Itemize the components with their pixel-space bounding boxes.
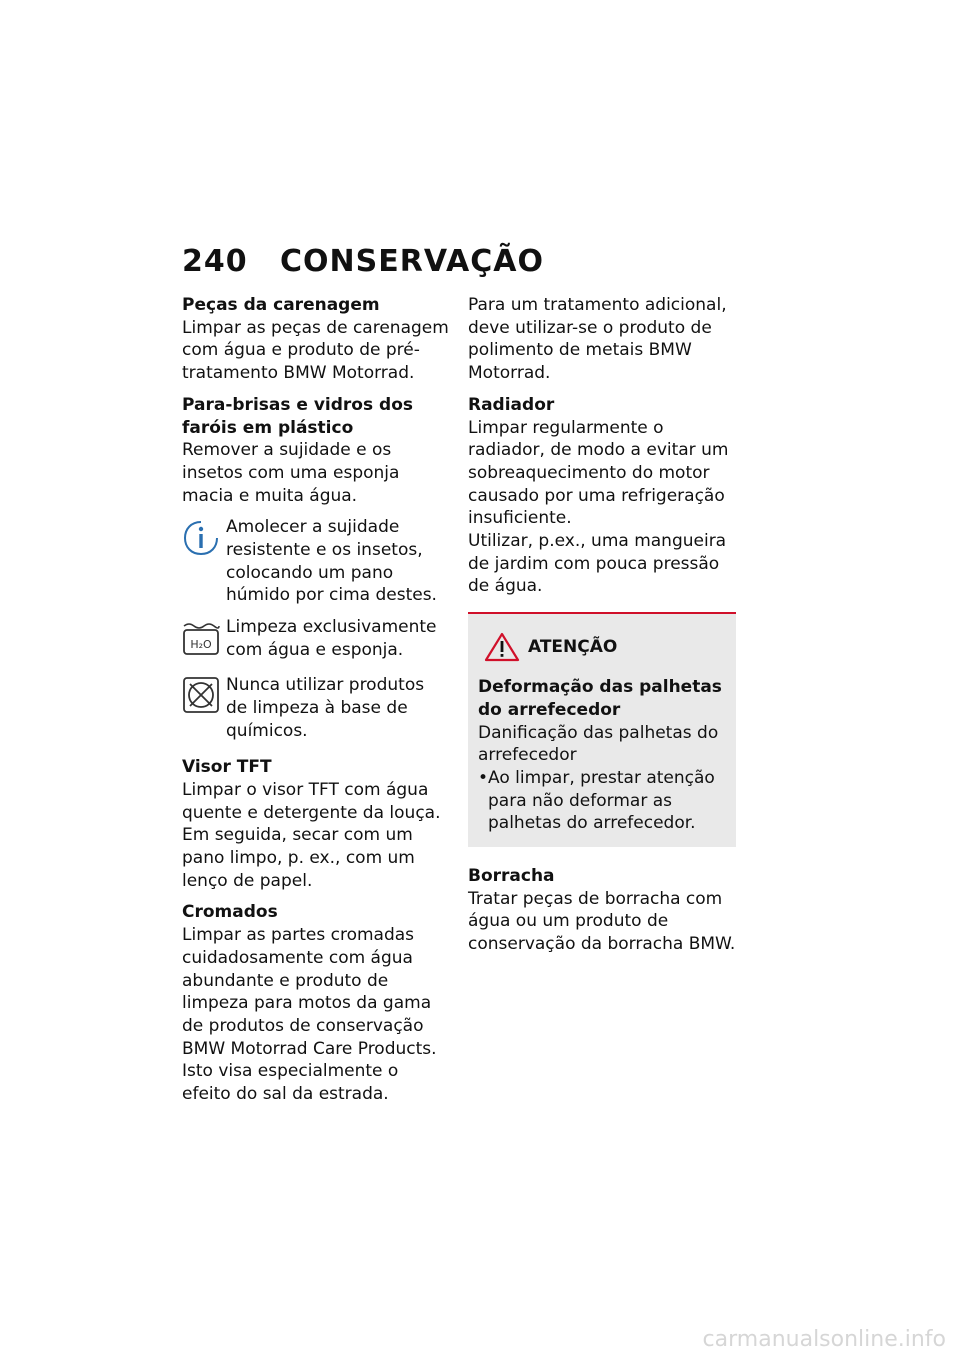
left-column (182, 294, 450, 1115)
water-note-text: Limpeza exclusivamente com água e esponja. (226, 617, 437, 660)
info-note-text: Amolecer a sujidade resistente e os insetos, colocando um pano húmido por cima destes. (226, 517, 437, 606)
intro-text: Para um tratamento adicional, deve utilizar-se o produto de polimento de metais BMW Motorrad. (468, 295, 727, 384)
info-icon (182, 518, 220, 558)
warning-bullet (478, 767, 726, 835)
section-heading: Visor TFT (182, 757, 272, 778)
no-chemicals-note (182, 674, 450, 742)
section-heading: Cromados (182, 902, 278, 923)
section-pecas (182, 294, 450, 385)
warning-title: ATENÇÃO (528, 636, 618, 657)
section-visor (182, 756, 450, 892)
section-text-2: Utilizar, p.ex., uma mangueira de jardim com pouca pressão de água. (468, 531, 727, 597)
right-column (468, 294, 736, 965)
no-chemicals-text: Nunca utilizar produtos de limpeza à base de químicos. (226, 675, 425, 741)
info-note (182, 516, 450, 607)
section-text: Limpar o visor TFT com água quente e detergente da louça. Em seguida, secar com um pano limpo, p. ex., com um lenço de papel. (182, 779, 441, 891)
section-borracha (468, 865, 736, 956)
section-radiador (468, 394, 736, 598)
section-heading: Radiador (468, 394, 555, 415)
bullet-dot: • (478, 767, 489, 788)
section-heading: Peças da carenagem (182, 295, 380, 315)
water-note (182, 616, 450, 662)
section-heading: Para-brisas e vidros dos faróis em plástico (182, 394, 413, 438)
section-text: Limpar regularmente o radiador, de modo a evitar um sobreaquecimento do motor causado por uma refrigeração insuficiente. (468, 417, 729, 529)
warning-box (468, 612, 736, 847)
page-header (182, 244, 544, 279)
warning-heading: Deformação das palhetas do arrefecedor (478, 677, 722, 720)
warning-header (484, 632, 726, 662)
warning-bullet-text: Ao limpar, prestar atenção para não deformar as palhetas do arrefecedor. (488, 767, 715, 834)
chapter-title: CONSERVAÇÃO (280, 244, 544, 279)
section-text: Tratar peças de borracha com água ou um produto de conservação da borracha BMW. (468, 888, 736, 955)
section-heading: Borracha (468, 866, 555, 887)
no-chemicals-icon (182, 676, 220, 716)
page-number: 240 (182, 244, 248, 279)
watermark: carmanualsonline.info (702, 1327, 946, 1352)
section-cromados (182, 901, 450, 1105)
water-icon-label: H₂O (190, 638, 212, 652)
warning-text: Danificação das palhetas do arrefecedor (478, 722, 719, 766)
section-intro (468, 294, 736, 385)
section-text: Limpar as peças de carenagem com água e produto de pré-tratamento BMW Motorrad. (182, 317, 449, 384)
section-text: Limpar as partes cromadas cuidadosamente com água abundante e produto de limpeza para motos da gama de produtos de conservação BMW Motorrad Care Products. Isto visa especialmente o efeito do sal da estrada. (182, 925, 437, 1105)
warning-triangle-icon (484, 632, 520, 662)
section-text: Remover a sujidade e os insetos com uma esponja macia e muita água. (182, 440, 400, 506)
water-washing-icon (182, 618, 220, 658)
section-parabrisas (182, 394, 450, 508)
